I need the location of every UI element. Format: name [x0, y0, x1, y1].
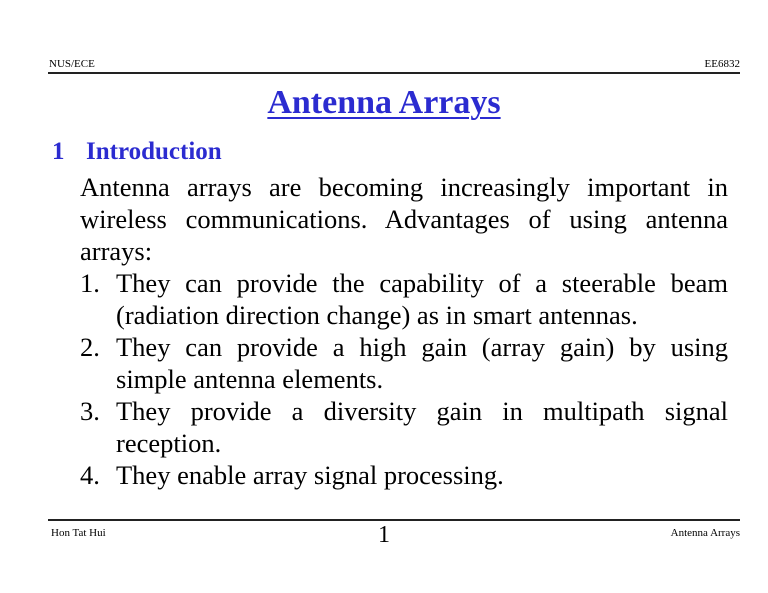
list-item-line: They can provide the capability of a steerable beam [116, 268, 728, 298]
paragraph-line: arrays: [80, 236, 153, 266]
page-number: 1 [378, 522, 390, 548]
list-number: 2. [80, 332, 100, 362]
footer-divider [48, 519, 740, 521]
list-item-line: They provide a diversity gain in multipath signal [116, 396, 728, 426]
list-item-line: They enable array signal processing. [116, 460, 504, 490]
list-number: 4. [80, 460, 100, 490]
list-item-line: simple antenna elements. [116, 364, 384, 394]
header-divider [48, 72, 740, 74]
list-item-line: They can provide a high gain (array gain) by using [116, 332, 728, 362]
paragraph-line: wireless communications. Advantages of using antenna [80, 204, 728, 234]
list-item-line: reception. [116, 428, 222, 458]
list-number: 3. [80, 396, 100, 426]
header-left: NUS/ECE [49, 58, 95, 70]
list-item-line: (radiation direction change) as in smart antennas. [116, 300, 638, 330]
footer-title: Antenna Arrays [670, 527, 740, 539]
list-number: 1. [80, 268, 100, 298]
paragraph-line: Antenna arrays are becoming increasingly important in [80, 172, 728, 202]
footer-author: Hon Tat Hui [51, 527, 106, 539]
page-title: Antenna Arrays [267, 84, 501, 121]
section-heading: 1 Introduction [52, 138, 222, 165]
header-right: EE6832 [704, 58, 740, 70]
